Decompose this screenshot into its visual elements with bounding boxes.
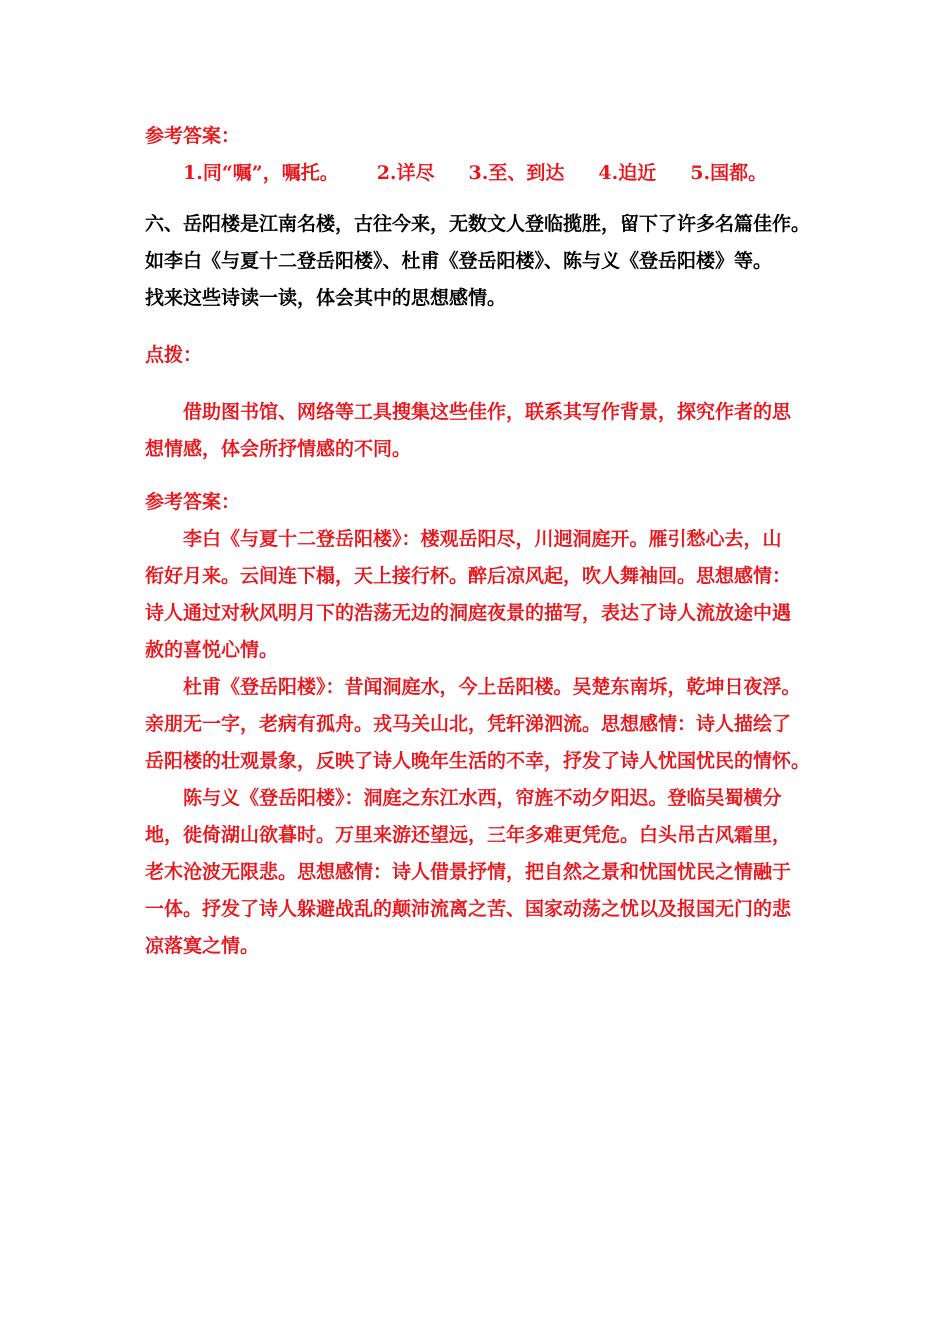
answer-libai — [145, 521, 815, 669]
libai-line: 赦的喜悦心情。 — [145, 639, 279, 661]
libai-line: 李白《与夏十二登岳阳楼》：楼观岳阳尽，川迥洞庭开。雁引愁心去，山 — [183, 528, 782, 550]
answer-item-2: 2.详尽 — [376, 162, 435, 184]
chenyuyi-line: 凉落寞之情。 — [145, 935, 260, 957]
question-six — [145, 206, 815, 317]
answer-dufu — [145, 669, 815, 780]
answer-item-1: 1.同“嘱”，嘱托。 — [183, 162, 339, 184]
document-page — [145, 118, 815, 965]
dufu-line: 岳阳楼的壮观景象，反映了诗人晚年生活的不幸，抒发了诗人忧国忧民的情怀。 — [145, 750, 811, 772]
hint-heading: 点拨： — [145, 344, 203, 366]
libai-line: 衔好月来。云间连下榻，天上接行杯。醉后凉风起，吹人舞袖回。思想感情： — [145, 565, 792, 587]
answer-item-3: 3.至、到达 — [468, 162, 565, 184]
chenyuyi-line: 陈与义《登岳阳楼》：洞庭之东江水西，帘旌不动夕阳迟。登临吴蜀横分 — [183, 787, 782, 809]
answer-item-5: 5.国都。 — [690, 162, 768, 184]
question-line: 六、岳阳楼是江南名楼，古往今来，无数文人登临揽胜，留下了许多名篇佳作。 — [145, 213, 811, 235]
hint-body — [145, 394, 815, 468]
chenyuyi-line: 老木沧波无限悲。思想感情：诗人借景抒情，把自然之景和忧国忧民之情融于 — [145, 861, 792, 883]
chenyuyi-line: 地，徙倚湖山欲暮时。万里来游还望远，三年多难更凭危。白头吊古风霜里， — [145, 824, 792, 846]
answer-heading-2: 参考答案： — [145, 491, 241, 513]
libai-line: 诗人通过对秋风明月下的浩荡无边的洞庭夜景的描写，表达了诗人流放途中遇 — [145, 602, 792, 624]
question-line: 找来这些诗读一读，体会其中的思想感情。 — [145, 287, 507, 309]
hint-line: 借助图书馆、网络等工具搜集这些佳作，联系其写作背景，探究作者的思 — [183, 401, 792, 423]
dufu-line: 杜甫《登岳阳楼》：昔闻洞庭水，今上岳阳楼。吴楚东南坼，乾坤日夜浮。 — [183, 676, 801, 698]
dufu-line: 亲朋无一字，老病有孤舟。戎马关山北，凭轩涕泗流。思想感情：诗人描绘了 — [145, 713, 792, 735]
question-line: 如李白《与夏十二登岳阳楼》、杜甫《登岳阳楼》、陈与义《登岳阳楼》等。 — [145, 250, 773, 272]
hint-line: 想情感，体会所抒情感的不同。 — [145, 438, 412, 460]
chenyuyi-line: 一体。抒发了诗人躲避战乱的颠沛流离之苦、国家动荡之忧以及报国无门的悲 — [145, 898, 792, 920]
answer-item-4: 4.迫近 — [598, 162, 657, 184]
answer-heading-1: 参考答案： — [145, 125, 241, 147]
answer-list-1 — [145, 155, 815, 192]
answer-chenyuyi — [145, 780, 815, 965]
